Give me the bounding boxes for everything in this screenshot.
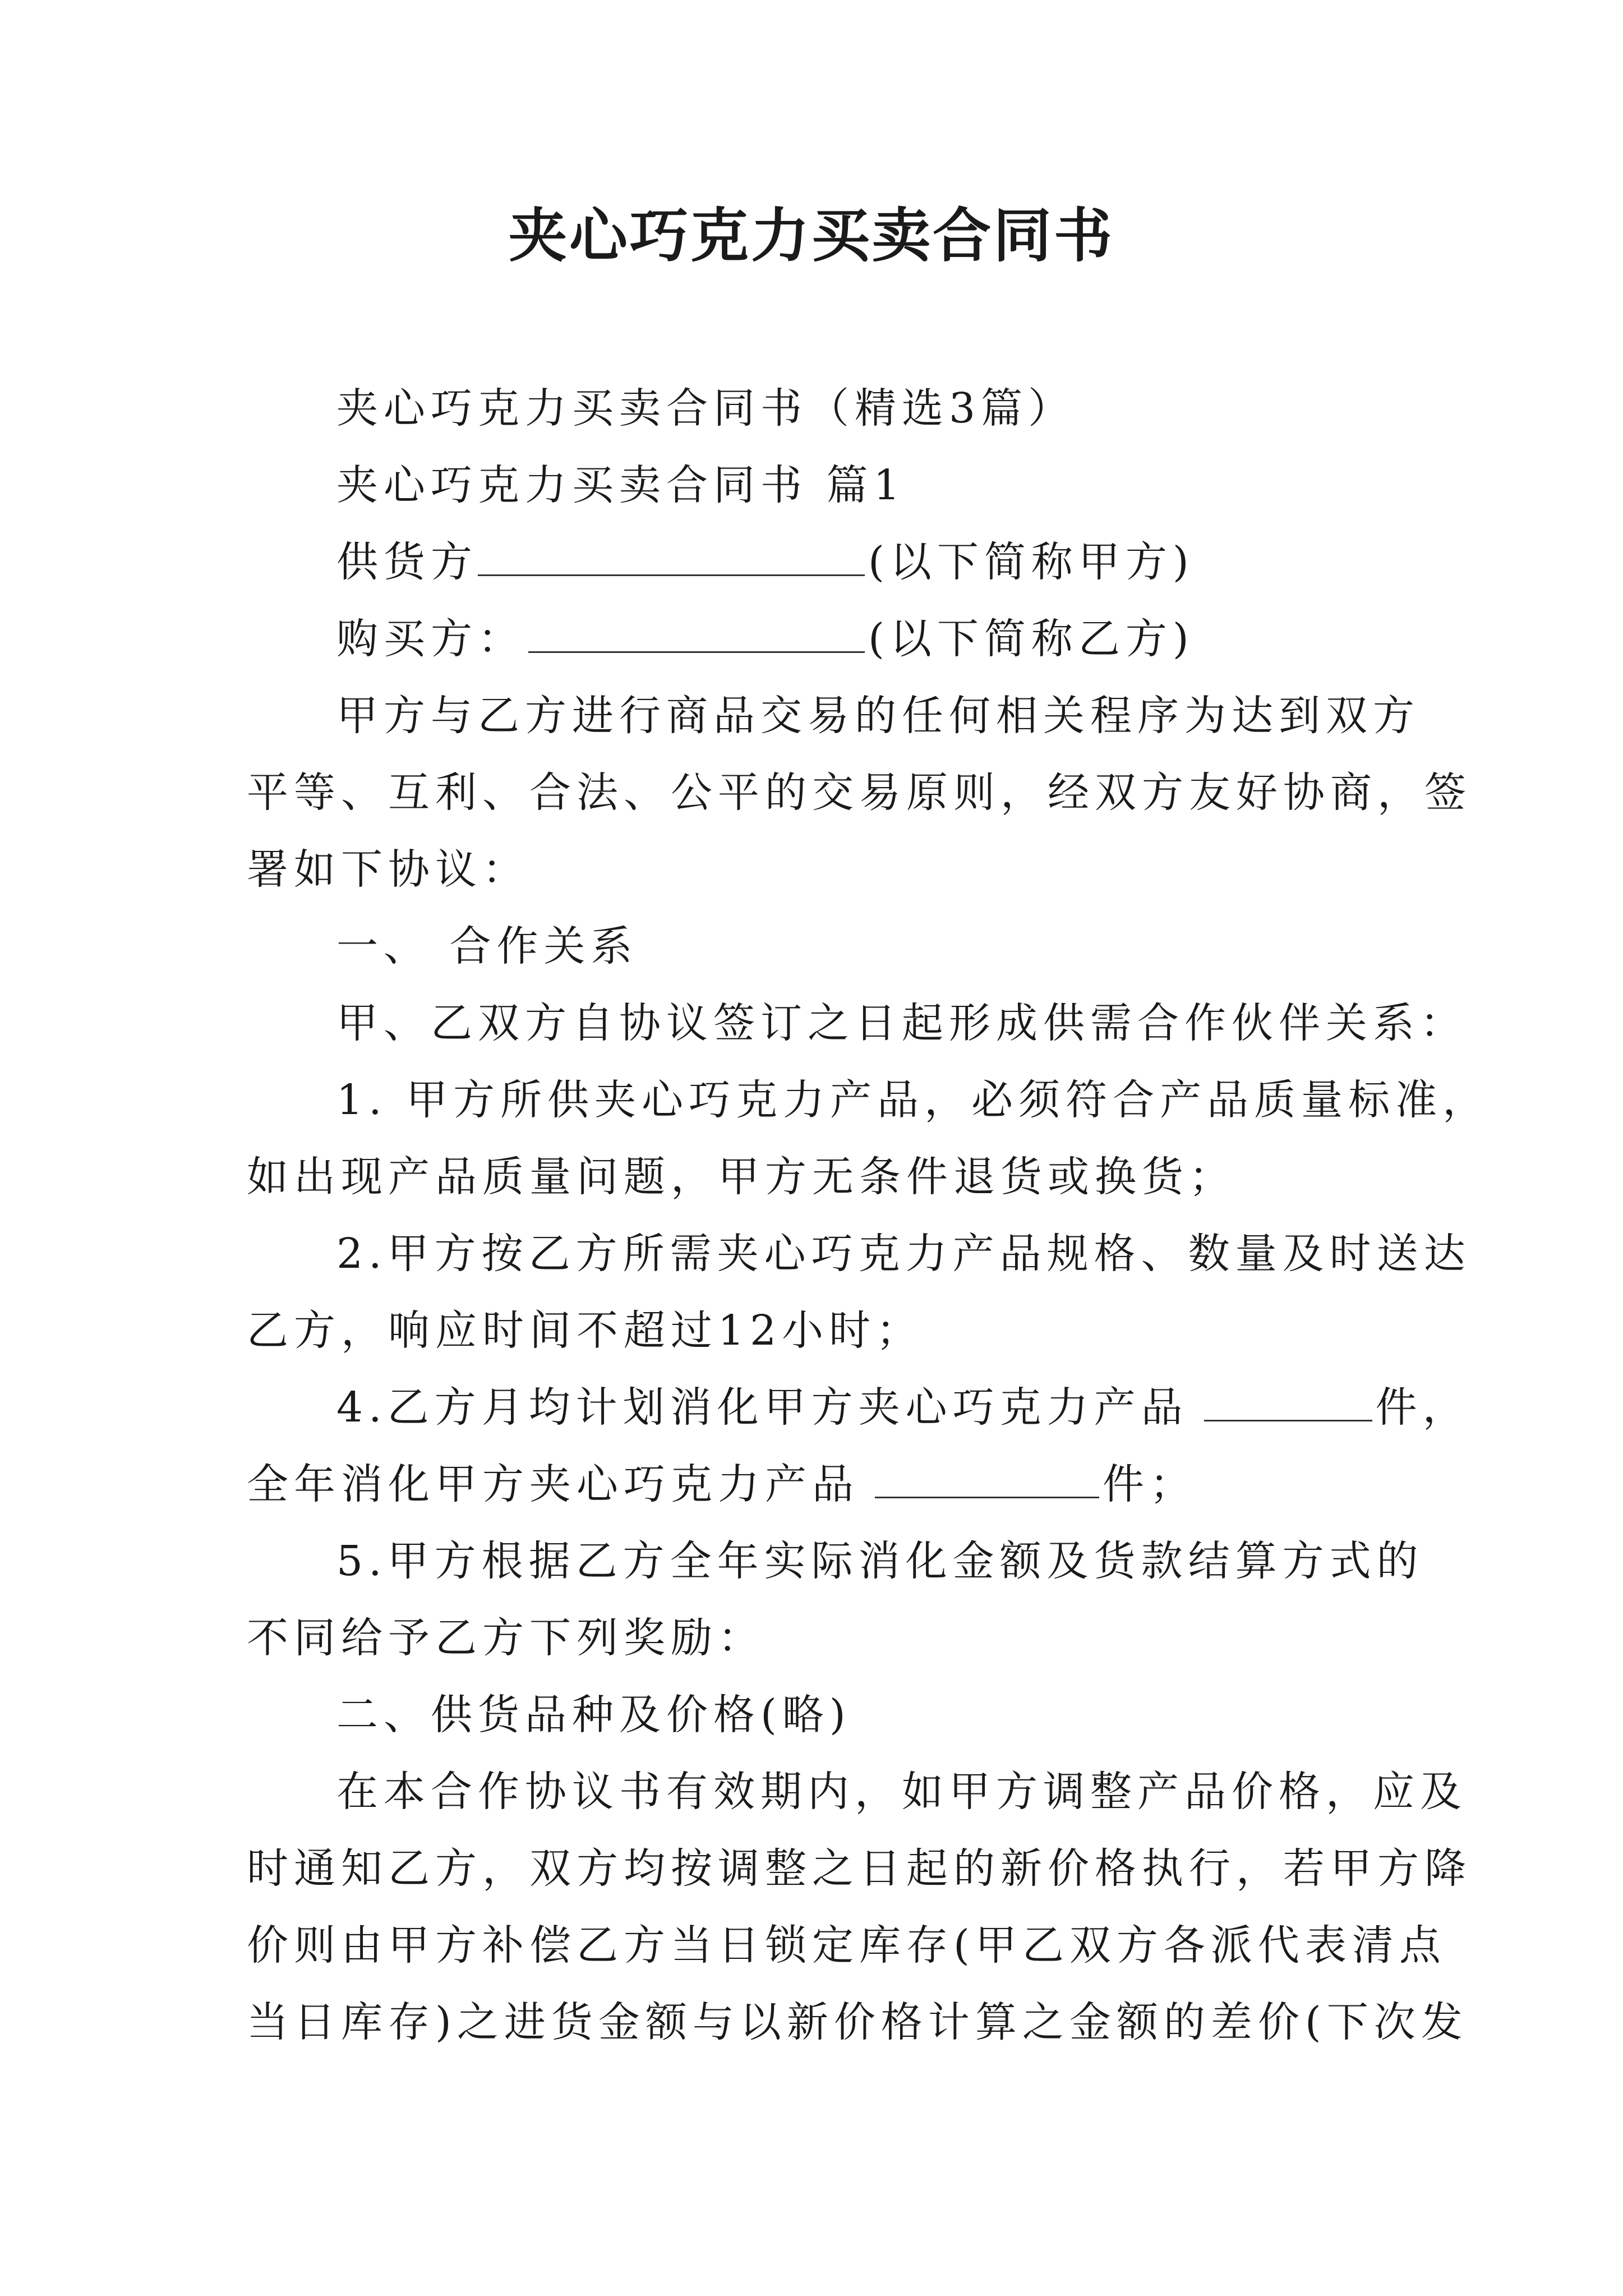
heading-cooperation: 一、 合作关系	[336, 922, 638, 970]
item-2-line-1: 2.甲方按乙方所需夹心巧克力产品规格、数量及时送达	[336, 1230, 1471, 1278]
monthly-quantity-blank	[1204, 1385, 1372, 1421]
price-line-1: 在本合作协议书有效期内，如甲方调整产品价格，应及	[336, 1768, 1467, 1816]
intro-line-3: 署如下协议：	[247, 845, 529, 894]
buyer-blank	[528, 616, 865, 653]
item-5-line-2: 不同给予乙方下列奖励：	[247, 1614, 765, 1662]
intro-line-1: 甲方与乙方进行商品交易的任何相关程序为达到双方	[336, 692, 1420, 740]
item-1-line-2: 如出现产品质量问题，甲方无条件退货或换货；	[247, 1153, 1236, 1201]
item-4-line-2-suffix: 件；	[1103, 1460, 1197, 1508]
item-4-line-2-prefix: 全年消化甲方夹心巧克力产品	[247, 1460, 859, 1508]
intro-line-2: 平等、互利、合法、公平的交易原则，经双方友好协商，签	[247, 769, 1472, 817]
section-title: 夹心巧克力买卖合同书 篇1	[336, 461, 906, 509]
item-4-line-2	[247, 1446, 1385, 1523]
item-5-line-1: 5.甲方根据乙方全年实际消化金额及货款结算方式的	[336, 1537, 1424, 1585]
buyer-line	[247, 601, 1385, 678]
supplier-line	[247, 524, 1385, 601]
item-4-prefix: 4.乙方月均计划消化甲方夹心巧克力产品	[336, 1383, 1188, 1432]
relation-text: 甲、乙双方自协议签订之日起形成供需合作伙伴关系：	[336, 999, 1467, 1047]
price-line-2: 时通知乙方，双方均按调整之日起的新价格执行，若甲方降	[247, 1844, 1472, 1893]
supplier-suffix: (以下简称甲方)	[868, 538, 1195, 586]
annual-quantity-blank	[875, 1462, 1099, 1498]
price-line-4: 当日库存)之进货金额与以新价格计算之金额的差价(下次发	[247, 1998, 1468, 2046]
item-2-line-2: 乙方，响应时间不超过12小时；	[247, 1306, 924, 1355]
document-body	[247, 370, 1490, 2061]
subtitle: 夹心巧克力买卖合同书（精选3篇）	[336, 384, 1076, 432]
buyer-label: 购买方：	[336, 615, 525, 663]
item-4-line-1	[247, 1369, 1470, 1446]
item-4-suffix: 件，	[1375, 1383, 1470, 1432]
supplier-label: 供货方	[336, 538, 478, 586]
heading-products-prices: 二、供货品种及价格(略)	[336, 1691, 851, 1739]
price-line-3: 价则由甲方补偿乙方当日锁定库存(甲乙双方各派代表清点	[247, 1921, 1446, 1970]
item-1-line-1: 1. 甲方所供夹心巧克力产品，必须符合产品质量标准，	[336, 1076, 1490, 1124]
supplier-blank	[478, 540, 865, 576]
buyer-suffix: (以下简称乙方)	[868, 615, 1195, 663]
document-title: 夹心巧克力买卖合同书	[508, 201, 1114, 270]
